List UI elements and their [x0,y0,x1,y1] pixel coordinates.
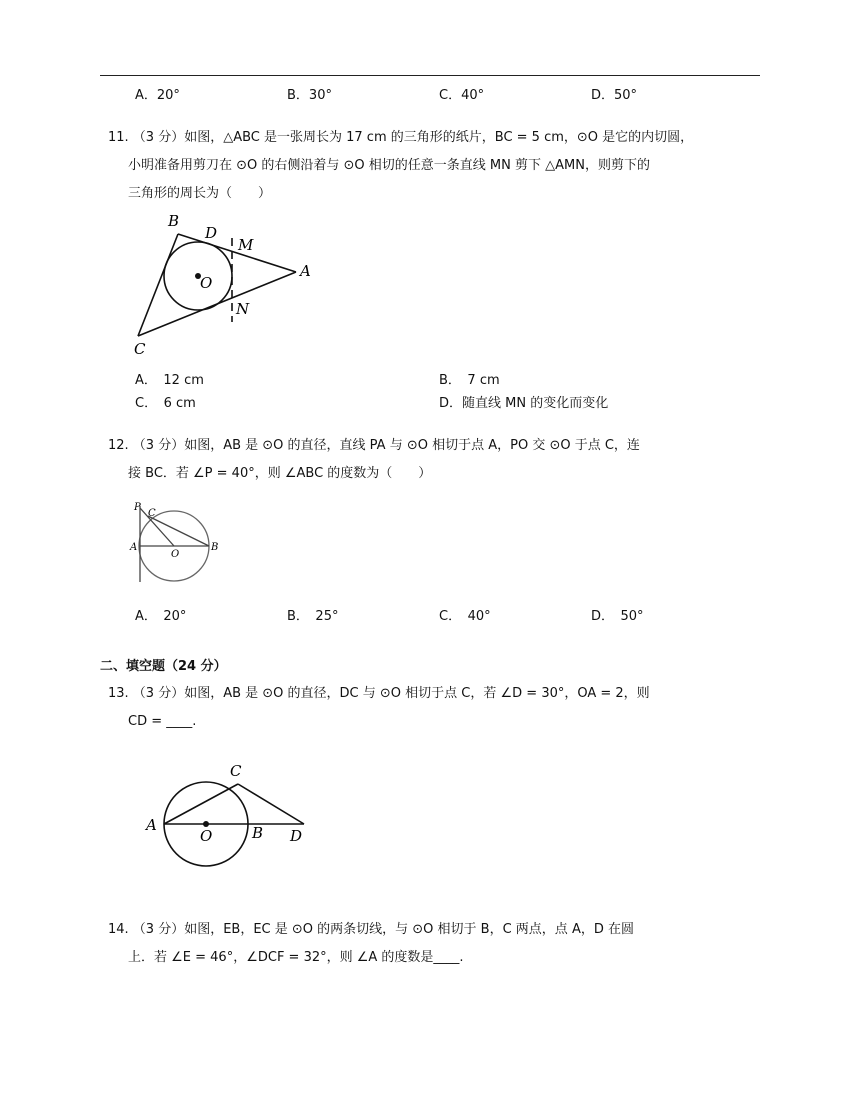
q10-option-c: C．40° [439,88,485,103]
q11-label-n: N [236,300,250,318]
q13-text [108,680,760,736]
q14-line-2: 上．若 ∠E = 46°，∠DCF = 32°，则 ∠A 的度数是____. [128,950,464,965]
q13-line-2: CD = ____. [128,714,197,729]
q11-option-c: C． 6 cm [135,396,196,411]
q11-line-2: 小明准备用剪刀在 ⊙O 的右侧沿着与 ⊙O 相切的任意一条直线 MN 剪下 △AMN，则剪下的 [128,158,650,173]
q12-label-o: O [171,549,180,560]
q12-label-p: P [134,502,141,513]
q11-line-1: 11. （3 分）如图，△ABC 是一张周长为 17 cm 的三角形的纸片，BC = 5 cm，⊙O 是它的内切圆， [108,130,694,145]
q11-label-a: A [300,262,311,280]
q12-figure [128,498,228,584]
q11-figure [128,208,328,358]
q13-label-a: A [146,816,157,834]
q11-label-m: M [238,236,254,254]
q11-label-b: B [168,212,180,230]
q11-option-a: A． 12 cm [135,373,204,388]
q11-side-ba [178,234,296,272]
q13-label-b: B [252,824,264,842]
q11-option-d: D．随直线 MN 的变化而变化 [439,396,609,411]
q12-option-d: D． 50° [591,609,644,624]
q11-label-c: C [134,340,146,358]
q12-label-a: A [130,542,138,553]
q12-option-b: B． 25° [287,609,339,624]
top-divider [100,75,760,76]
q13-label-c: C [230,762,242,780]
q12-line-1: 12. （3 分）如图，AB 是 ⊙O 的直径，直线 PA 与 ⊙O 相切于点 A，PO 交 ⊙O 于点 C，连 [108,438,640,453]
q13-chord-ac [164,784,238,824]
q13-label-o: O [200,827,213,845]
q12-text [108,432,760,488]
section-heading-fill-in: 二、填空题（24 分） [100,659,227,674]
q11-line-3: 三角形的周长为（ ） [128,186,272,201]
q10-option-a: A．20° [135,88,180,103]
q13-figure [140,756,320,874]
q11-side-bc [138,234,178,336]
q12-chord-bc [148,516,209,546]
q14-text [108,916,760,972]
q10-option-d: D．50° [591,88,638,103]
q14-line-1: 14. （3 分）如图，EB，EC 是 ⊙O 的两条切线，与 ⊙O 相切于 B，C 两点，点 A，D 在圆 [108,922,634,937]
q10-option-b: B．30° [287,88,332,103]
q13-line-1: 13. （3 分）如图，AB 是 ⊙O 的直径，DC 与 ⊙O 相切于点 C，若 ∠D = 30°，OA = 2，则 [108,686,650,701]
q11-label-d: D [205,224,218,242]
q12-option-a: A． 20° [135,609,187,624]
q11-text [108,124,760,208]
q12-option-c: C． 40° [439,609,491,624]
q12-label-b: B [211,542,219,553]
q11-option-b: B． 7 cm [439,373,500,388]
q13-label-d: D [290,827,303,845]
q12-label-c: C [148,508,156,519]
q12-line-2: 接 BC．若 ∠P = 40°，则 ∠ABC 的度数为（ ） [128,466,432,481]
q11-label-o: O [200,274,213,292]
